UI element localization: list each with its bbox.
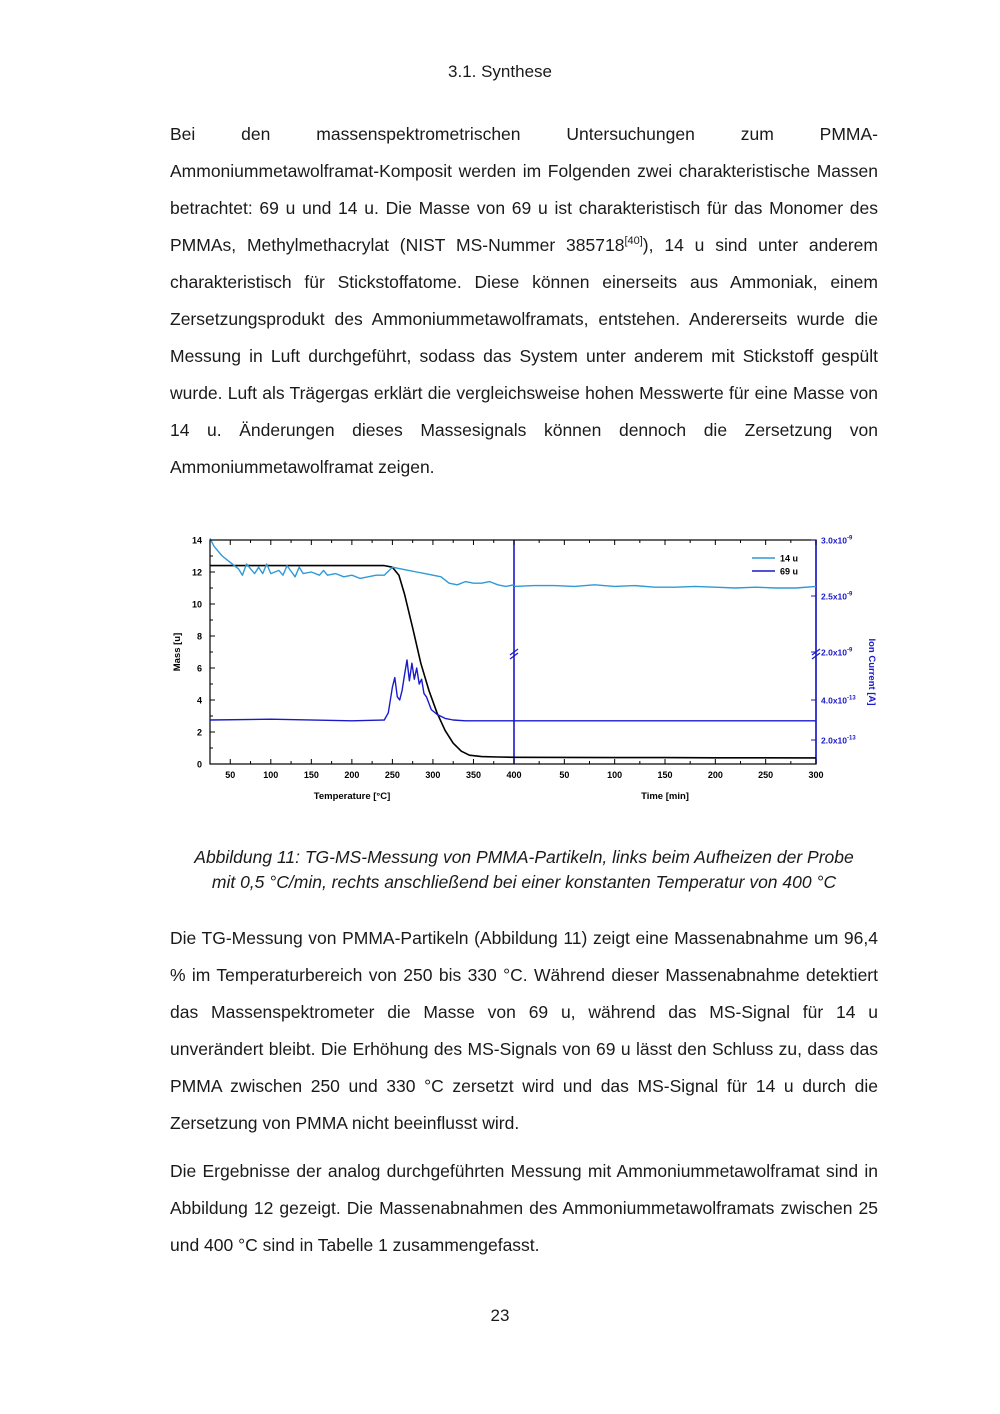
y2-tick-label: $4.0x10^{-13}$ [821, 695, 856, 706]
y2-tick-label: $2.5x10^{-9}$ [821, 591, 853, 602]
x-tick-label: 50 [225, 770, 236, 780]
paragraph-results: Die TG-Messung von PMMA-Partikeln (Abbildung 11) zeigt eine Massenabnahme um 96,4 % im Temperaturbereich von 250 bis 330 °C. Während dieser Massenabnahme detektiert das Massenspektrometer die Masse von 69 u, während das MS-Signal für 14 u unverändert bleibt. Die Erhöhung des MS-Signals von 69 u lässt den Schluss zu, dass das PMMA zwischen 250 und 330 °C zersetzt wird und das MS-Signal für 14 u durch die Zersetzung von PMMA nicht beeinflusst wird. [170, 928, 878, 1133]
axes-layer [210, 540, 820, 764]
figure-caption [150, 845, 898, 895]
paragraph-intro-text-b: ), 14 u sind unter anderem charakteristisch für Stickstoffatome. Diese können einerseits aus Ammoniak, einem Zersetzungsprodukt des Ammoniummetawolframats, entstehen. Andererseits wurde die Messung in Luft durchgeführt, sodass das System unter anderem mit Stickstoff gespült wurde. Luft als Trägergas erklärt die vergleichsweise hohen Messwerte für eine Masse von 14 u. Änderungen dieses Massesignals können dennoch die Zersetzung von Ammoniummetawolframat zeigen. [170, 235, 878, 477]
tg-ms-figure [160, 528, 900, 810]
x-tick-label: 350 [465, 770, 481, 780]
chart-legend [752, 554, 798, 577]
x-tick-label: 200 [707, 770, 723, 780]
series-line-14-u-left [210, 538, 514, 586]
series-14-u [210, 538, 816, 588]
y-tick-label: 14 [191, 535, 202, 546]
legend-label: 69 u [780, 566, 799, 577]
series-tg [210, 566, 816, 758]
y2-tick-label: $2.0x10^{-13}$ [821, 735, 856, 746]
y-tick-label: 2 [196, 727, 202, 738]
x-tick-label: 200 [344, 770, 360, 780]
x-tick-label: 400 [506, 770, 522, 780]
paragraph-outlook: Die Ergebnisse der analog durchgeführten Messung mit Ammoniummetawolframat sind in Abbildung 12 gezeigt. Die Massenabnahmen des Ammoniummetawolframats zwischen 25 und 400 °C sind in Tabelle 1 zusammengefasst. [170, 1161, 878, 1255]
x-axis-label-left: Temperature [°C] [313, 791, 391, 802]
y2-axis-label: Ion Current [A] [866, 638, 877, 706]
caption-line-2: mit 0,5 °C/min, rechts anschließend bei einer konstanten Temperatur von 400 °C [211, 872, 837, 892]
x-tick-label: 300 [808, 770, 824, 780]
citation-ref: [40] [624, 235, 643, 248]
plot-frame [210, 540, 816, 764]
x-axis-label-right: Time [min] [641, 791, 689, 802]
x-tick-label: 150 [303, 770, 319, 780]
x-tick-label: 100 [607, 770, 623, 780]
x-tick-label: 100 [263, 770, 279, 780]
running-header: 3.1. Synthese [448, 62, 552, 81]
x-tick-label: 250 [758, 770, 774, 780]
series-line-14-u-right [514, 585, 816, 588]
y-tick-label: 4 [196, 695, 202, 706]
y-tick-label: 6 [196, 663, 202, 674]
series-layer [210, 538, 816, 758]
y2-tick-label: $3.0x10^{-9}$ [821, 535, 853, 546]
y-tick-label: 12 [191, 567, 202, 578]
series-69-u [210, 660, 816, 721]
paragraph-intro [170, 116, 878, 486]
legend-label: 14 u [780, 553, 799, 564]
y-tick-label: 10 [191, 599, 202, 610]
series-line-tg-left [210, 566, 514, 758]
page-number: 23 [490, 1306, 510, 1325]
x-tick-label: 250 [384, 770, 400, 780]
x-tick-label: 50 [559, 770, 570, 780]
paragraph-intro-text-a: Bei den massenspektrometrischen Untersuchungen zum PMMA-Ammoniummetawolframat-Komposit werden im Folgenden zwei charakteristische Massen betrachtet: 69 u und 14 u. Die Masse von 69 u ist charakteristisch für das Monomer des PMMAs, Methylmethacrylat (NIST MS-Nummer 385718 [170, 124, 878, 255]
x-tick-label: 150 [657, 770, 673, 780]
y-tick-label: 0 [196, 759, 202, 770]
y-tick-label: 8 [196, 631, 202, 642]
caption-line-1: Abbildung 11: TG-MS-Messung von PMMA-Partikeln, links beim Aufheizen der Probe [194, 847, 854, 867]
x-tick-label: 300 [425, 770, 441, 780]
y2-tick-label: $2.0x10^{-9}$ [821, 647, 853, 658]
y-axis-label: Mass [u] [172, 632, 183, 672]
series-line-69-u-left [210, 660, 514, 721]
